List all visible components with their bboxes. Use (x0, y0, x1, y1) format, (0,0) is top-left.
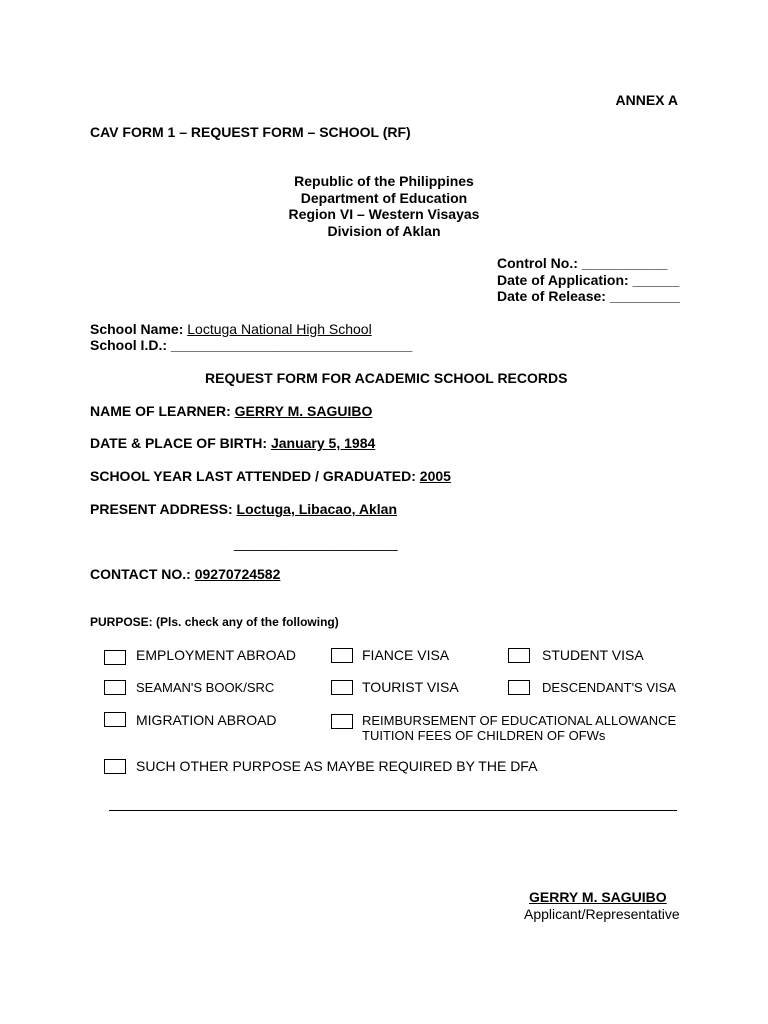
date-of-release: Date of Release: _________ (497, 288, 680, 304)
signature-name: GERRY M. SAGUIBO (529, 889, 667, 905)
option-tourist-visa: TOURIST VISA (362, 679, 459, 695)
date-of-application: Date of Application: ______ (497, 271, 680, 288)
option-fiance-visa: FIANCE VISA (362, 647, 450, 663)
option-student-visa: STUDENT VISA (542, 647, 644, 663)
agency-line-region: Region VI – Western Visayas (288, 206, 480, 222)
form-title: CAV FORM 1 – REQUEST FORM – SCHOOL (RF) (90, 124, 411, 140)
checkbox-other-purpose[interactable] (104, 759, 126, 774)
address-label: PRESENT ADDRESS: (90, 501, 233, 517)
learner-name-value: GERRY M. SAGUIBO (234, 403, 373, 419)
option-migration-abroad: MIGRATION ABROAD (136, 712, 277, 728)
option-reimbursement (362, 713, 676, 743)
agency-line-division: Division of Aklan (327, 222, 441, 239)
school-year-value: 2005 (419, 468, 451, 484)
birth-value: January 5, 1984 (270, 435, 376, 451)
purpose-label: PURPOSE: (90, 615, 153, 629)
checkbox-fiance-visa[interactable] (331, 648, 353, 663)
option-employment-abroad: EMPLOYMENT ABROAD (136, 647, 297, 663)
agency-header (234, 173, 534, 239)
learner-name-label: NAME OF LEARNER: (90, 403, 231, 419)
annex-label: ANNEX A (615, 92, 678, 108)
signature-role: Applicant/Representative (524, 906, 680, 922)
option-other-purpose: SUCH OTHER PURPOSE AS MAYBE REQUIRED BY THE DFA (136, 758, 538, 774)
control-block (497, 255, 680, 305)
option-reimbursement-line-2: TUITION FEES OF CHILDREN OF OFWs (362, 728, 606, 743)
school-id-row: School I.D.: _______________________________ (90, 337, 413, 353)
agency-line-department: Department of Education (300, 189, 468, 206)
address-row (90, 501, 397, 517)
checkbox-tourist-visa[interactable] (331, 680, 353, 695)
checkbox-reimbursement[interactable] (331, 714, 353, 729)
school-name-label: School Name: (90, 321, 184, 337)
birth-row (90, 435, 375, 451)
option-reimbursement-line-1: REIMBURSEMENT OF EDUCATIONAL ALLOWANCE (362, 713, 677, 728)
school-year-row (90, 468, 451, 484)
address-value: Loctuga, Libacao, Aklan (236, 501, 398, 517)
checkbox-migration-abroad[interactable] (104, 712, 126, 727)
school-year-label: SCHOOL YEAR LAST ATTENDED / GRADUATED: (90, 468, 416, 484)
control-no: Control No.: ___________ (497, 255, 668, 271)
agency-line-republic: Republic of the Philippines (294, 173, 474, 189)
address-line-2: _____________________ (234, 535, 398, 551)
purpose-hint: (Pls. check any of the following) (156, 615, 339, 629)
contact-row (90, 566, 280, 582)
request-title: REQUEST FORM FOR ACADEMIC SCHOOL RECORDS (205, 370, 568, 386)
learner-name-row (90, 403, 372, 419)
school-name-row (90, 321, 372, 337)
purpose-heading (90, 615, 339, 629)
contact-value: 09270724582 (194, 566, 281, 582)
birth-label: DATE & PLACE OF BIRTH: (90, 435, 268, 451)
checkbox-employment-abroad[interactable] (104, 650, 126, 665)
option-descendants-visa: DESCENDANT'S VISA (542, 680, 676, 695)
school-name-value: Loctuga National High School (187, 321, 372, 337)
checkbox-descendants-visa[interactable] (508, 680, 530, 695)
option-seamans-book: SEAMAN'S BOOK/SRC (136, 680, 275, 695)
checkbox-seamans-book[interactable] (104, 680, 126, 695)
contact-label: CONTACT NO.: (90, 566, 191, 582)
divider-line (109, 810, 677, 811)
checkbox-student-visa[interactable] (508, 648, 530, 663)
